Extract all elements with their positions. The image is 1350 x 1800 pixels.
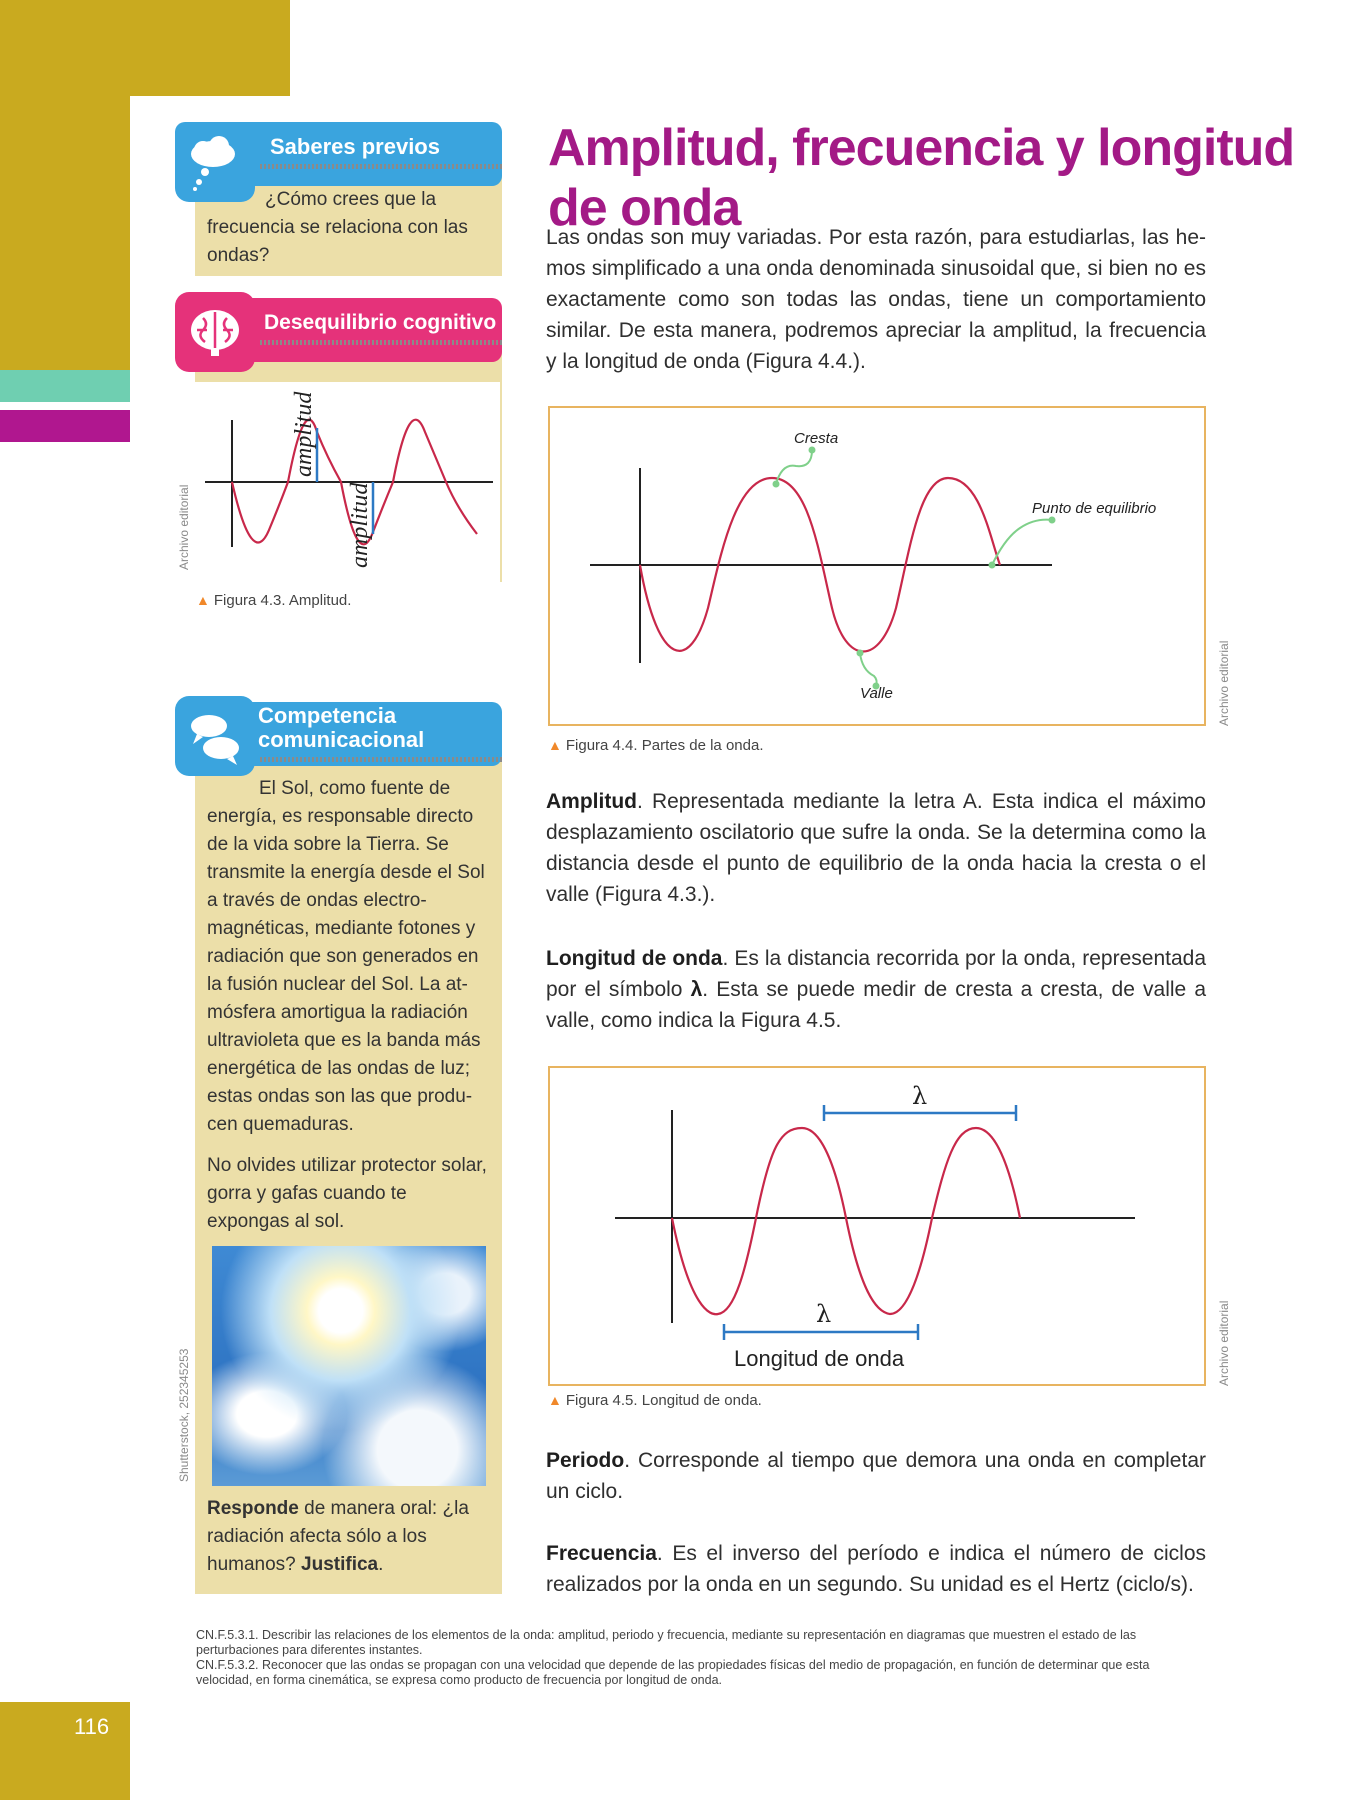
saberes-title: Saberes previos: [270, 134, 440, 159]
longitud-paragraph: [546, 943, 1206, 1036]
competencia-title: [258, 704, 424, 752]
frecuencia-paragraph: [546, 1538, 1206, 1600]
figure-4-3-amplitude-diagram: [195, 382, 500, 582]
bottom-gold-band: [0, 1702, 130, 1800]
cresta-label: Cresta: [794, 430, 839, 447]
figure-4-5-caption-text: Figura 4.5. Longitud de onda.: [565, 1392, 762, 1409]
curriculum-footnotes: [196, 1628, 1196, 1688]
teal-strip: [0, 370, 130, 402]
figure-4-5-wavelength-diagram: [550, 1068, 1204, 1384]
magenta-strip: [0, 410, 130, 442]
frecuencia-text: . Es el inverso del período e indica el número de ciclos realizados por la onda en un segundo. Su unidad es el Hertz (ciclo/s).: [546, 1542, 1206, 1596]
page-number: 116: [74, 1714, 110, 1739]
cresta-label-marker: [809, 447, 816, 454]
competencia-paragraph-1: El Sol, como fuente de energía, es responsable directo de la vida sobre la Tierra. Se transmite la energía desde el Sol a través de ondas electro-magnéticas, mediante fotones y radiación que son generados en la fusión nuclear del Sol. La at-mósfera amortigua la radiación ultravioleta que es la banda más energética de las ondas de luz; estas ondas son las que produ-cen quemaduras.: [207, 778, 485, 1135]
sun-sky-photo: [212, 1246, 486, 1486]
desequilibrio-title: Desequilibrio cognitivo: [264, 311, 497, 334]
amplitude-label-bottom: amplitud: [347, 482, 373, 568]
respond-bold: Responde: [207, 1498, 299, 1519]
cresta-point-marker: [773, 481, 780, 488]
triangle-icon: ▲: [548, 1392, 562, 1408]
figure-4-4-caption-text: Figura 4.4. Partes de la onda.: [565, 737, 764, 754]
speech-bubbles-icon: [175, 696, 255, 776]
figure-4-4-wave-parts-diagram: [550, 408, 1204, 724]
intro-paragraph: Las ondas son muy variadas. Por esta razón, para estudiarlas, las he-mos simplificado a una onda denominada sinusoidal que, si bien no es exactamente como son todas las ondas, tiene un comportamiento similar. De esta manera, podremos apreciar la amplitud, la frecuencia y la longitud de onda (Figura 4.4.).: [546, 226, 1206, 373]
figure-4-5-caption: [548, 1392, 762, 1409]
figure-4-5-credit: Archivo editorial: [1217, 1300, 1231, 1386]
frecuencia-term: Frecuencia: [546, 1542, 657, 1565]
justifica-bold: Justifica: [301, 1554, 379, 1575]
archivo-credit: Archivo editorial: [177, 484, 191, 570]
valle-label: Valle: [860, 685, 893, 702]
amplitud-text: . Representada mediante la letra A. Esta indica el máximo desplazamiento oscilatorio que sufre la onda. Se la determina como la distancia desde el punto de equilibrio de la onda hacia la cresta o el valle (Figura 4.3.).: [546, 790, 1206, 906]
amplitud-term: Amplitud: [546, 790, 637, 813]
periodo-paragraph: [546, 1445, 1206, 1507]
footnote-1: CN.F.5.3.1. Describir las relaciones de los elementos de la onda: amplitud, periodo y frecuencia, mediante su representación en diagramas que muestren el estado de las perturbaciones para diferentes instantes.: [196, 1628, 1137, 1657]
competencia-title-line1: Competencia: [258, 703, 397, 728]
triangle-icon: ▲: [548, 737, 562, 753]
left-gold-band: [0, 0, 130, 370]
lambda-symbol: λ: [690, 978, 703, 1001]
amplitude-label-top: amplitud: [291, 391, 317, 477]
longitud-text-b: . Esta se puede medir de cresta a cresta, de valle a valle, como indica la Figura 4.5.: [546, 978, 1207, 1032]
triangle-icon: ▲: [196, 592, 210, 608]
photo-credit: Shutterstock, 252345253: [177, 1348, 191, 1482]
respond-end: .: [378, 1554, 384, 1575]
equilibrio-label-marker: [1049, 517, 1056, 524]
figure-4-4-credit: Archivo editorial: [1217, 640, 1231, 726]
footnote-2: CN.F.5.3.2. Reconocer que las ondas se propagan con una velocidad que depende de las propiedades físicas del medio de propagación, en función de determinar que esta velocidad, en forma cinemática, se expresa como producto de frecuencia por longitud de onda.: [196, 1658, 1150, 1687]
figure-4-3-caption: [196, 592, 351, 609]
equilibrio-label: Punto de equilibrio: [1032, 500, 1157, 517]
periodo-term: Periodo: [546, 1449, 625, 1472]
competencia-respond: [207, 1495, 492, 1579]
equilibrio-point-marker: [989, 562, 996, 569]
sine-wave: [672, 1128, 1020, 1314]
figure-4-4-caption: [548, 737, 763, 754]
figure-4-3-caption-text: Figura 4.3. Amplitud.: [213, 592, 352, 609]
competencia-title-line2: comunicacional: [258, 727, 425, 752]
page-title: Amplitud, frecuencia y longitud de onda: [548, 119, 1295, 237]
lambda-bottom-label: λ: [816, 1300, 832, 1328]
valle-pointer: [860, 653, 877, 686]
header-rule: [260, 757, 502, 762]
competencia-paragraph-2: No olvides utilizar protector solar, gorra y gafas cuando te expongas al sol.: [207, 1155, 487, 1232]
saberes-question: ¿Cómo crees que la frecuencia se relaciona con las ondas?: [207, 189, 468, 266]
longitud-term: Longitud de onda: [546, 947, 723, 970]
periodo-text: . Corresponde al tiempo que demora una onda en completar un ciclo.: [546, 1449, 1206, 1503]
wavelength-label: Longitud de onda: [734, 1346, 905, 1371]
header-rule: [260, 164, 502, 169]
valle-point-marker: [857, 650, 864, 657]
brain-icon: [175, 292, 255, 372]
respond-text: de manera oral: ¿la radiación afecta sólo a los humanos?: [207, 1498, 469, 1575]
equilibrio-pointer: [992, 520, 1052, 565]
header-rule: [260, 340, 502, 345]
lambda-top-label: λ: [912, 1082, 928, 1110]
amplitud-paragraph: [546, 786, 1206, 910]
longitud-text-a: . Es la distancia recorrida por la onda, representada por el símbolo: [546, 947, 1206, 1001]
